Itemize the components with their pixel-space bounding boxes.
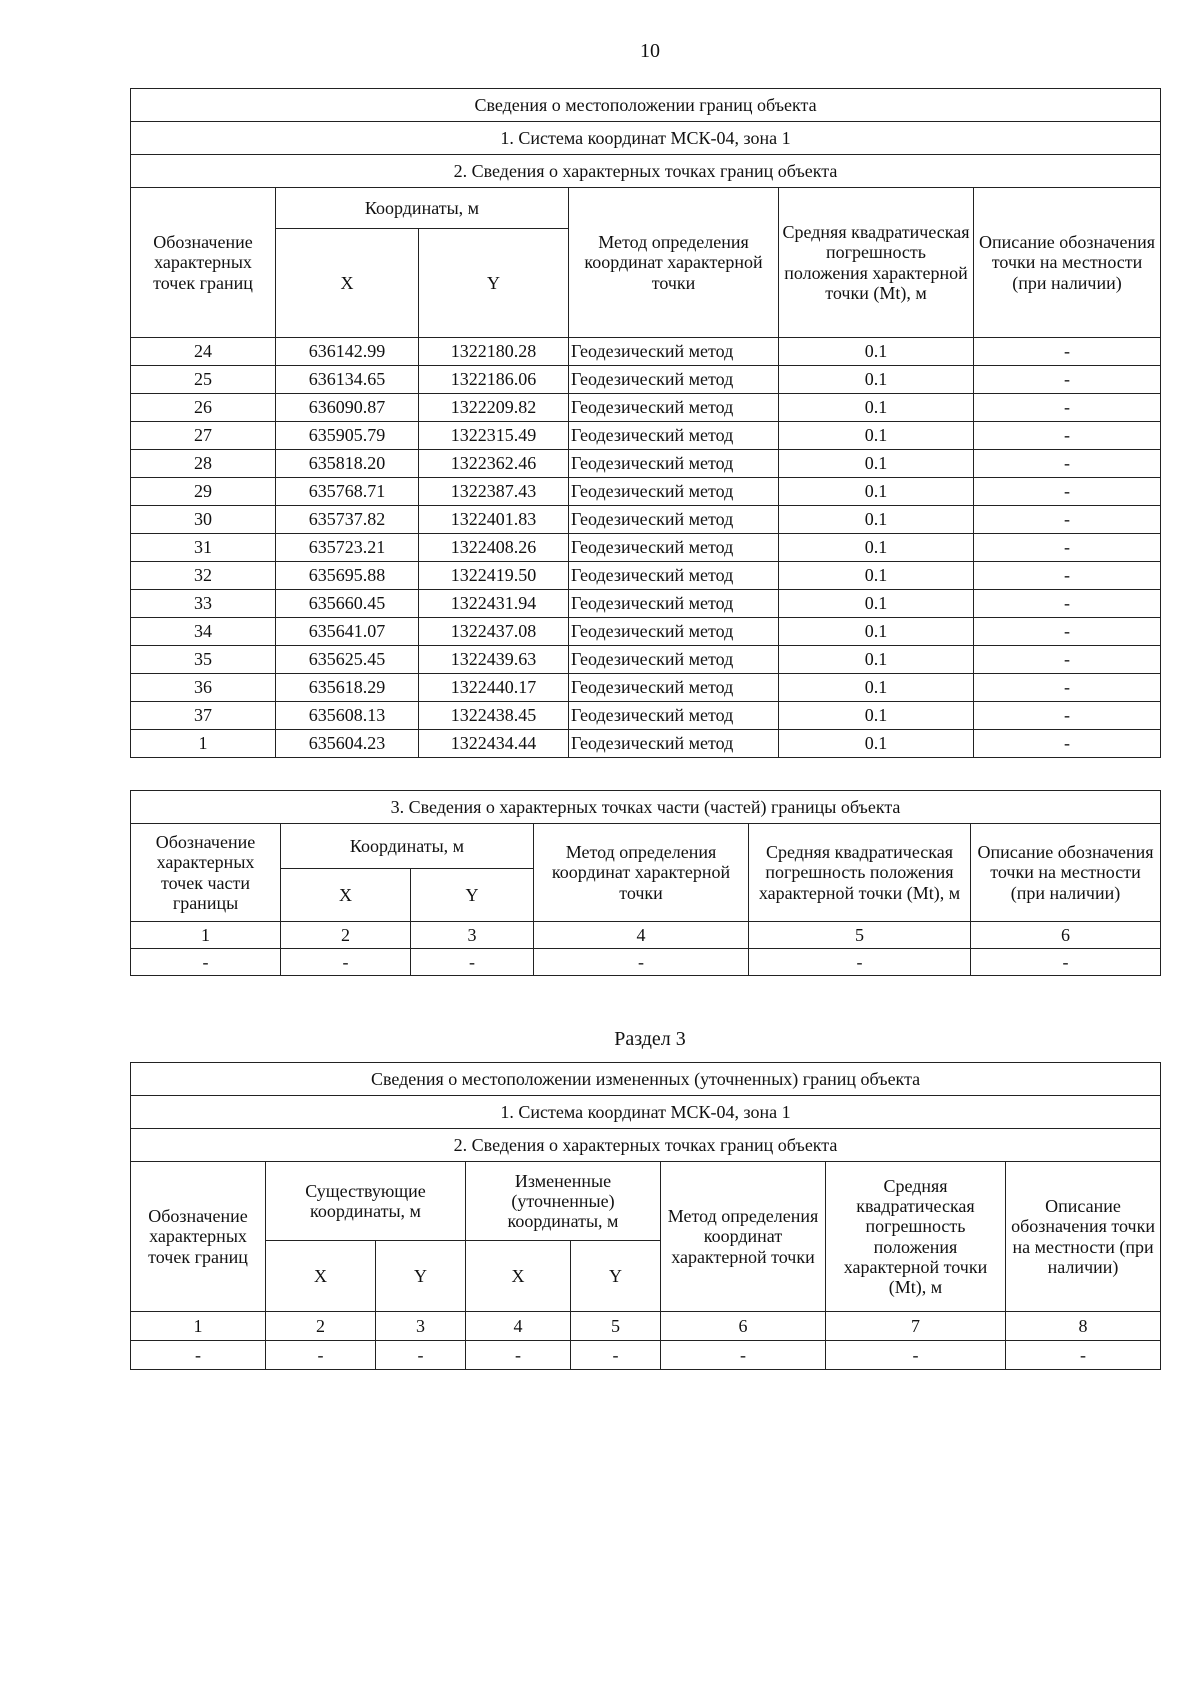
t3-number-row bbox=[131, 1312, 1161, 1341]
cell-mt: 0.1 bbox=[779, 338, 974, 366]
table-row bbox=[131, 366, 1161, 394]
cell-method: Геодезический метод bbox=[569, 534, 779, 562]
cell-description: - bbox=[974, 422, 1161, 450]
cell-method: Геодезический метод bbox=[569, 730, 779, 758]
t2-empty: - bbox=[411, 949, 534, 976]
table-row bbox=[131, 506, 1161, 534]
header-error: Средняя квадратическая погрешность положения характерной точки (Mt), м bbox=[779, 188, 974, 338]
cell-method: Геодезический метод bbox=[569, 702, 779, 730]
cell-mt: 0.1 bbox=[779, 562, 974, 590]
cell-mt: 0.1 bbox=[779, 534, 974, 562]
cell-description: - bbox=[974, 478, 1161, 506]
cell-method: Геодезический метод bbox=[569, 366, 779, 394]
cell-description: - bbox=[974, 534, 1161, 562]
t2-empty: - bbox=[534, 949, 749, 976]
cell-description: - bbox=[974, 618, 1161, 646]
cell-point: 35 bbox=[131, 646, 276, 674]
cell-y: 1322440.17 bbox=[419, 674, 569, 702]
t3-num: 2 bbox=[266, 1312, 376, 1341]
cell-y: 1322315.49 bbox=[419, 422, 569, 450]
cell-method: Геодезический метод bbox=[569, 674, 779, 702]
cell-description: - bbox=[974, 506, 1161, 534]
t3-empty: - bbox=[661, 1341, 826, 1370]
cell-x: 636134.65 bbox=[276, 366, 419, 394]
cell-y: 1322431.94 bbox=[419, 590, 569, 618]
table-row bbox=[131, 646, 1161, 674]
t3-header-y-existing: Y bbox=[376, 1241, 466, 1312]
cell-point: 36 bbox=[131, 674, 276, 702]
cell-method: Геодезический метод bbox=[569, 478, 779, 506]
cell-x: 635737.82 bbox=[276, 506, 419, 534]
t3-empty: - bbox=[1006, 1341, 1161, 1370]
t3-header-existing: Существующие координаты, м bbox=[266, 1162, 466, 1241]
cell-y: 1322434.44 bbox=[419, 730, 569, 758]
t2-num: 1 bbox=[131, 922, 281, 949]
t2-num: 5 bbox=[749, 922, 971, 949]
table-row bbox=[131, 478, 1161, 506]
t2-header-designation: Обозначение характерных точек части границы bbox=[131, 824, 281, 922]
table-row bbox=[131, 702, 1161, 730]
header-coordinates: Координаты, м bbox=[276, 188, 569, 229]
t3-header-description: Описание обозначения точки на местности (при наличии) bbox=[1006, 1162, 1161, 1312]
table3-coordinate-system: 1. Система координат МСК-04, зона 1 bbox=[131, 1096, 1161, 1129]
table-row bbox=[131, 674, 1161, 702]
t2-header-error: Средняя квадратическая погрешность положения характерной точки (Mt), м bbox=[749, 824, 971, 922]
page-number: 10 bbox=[640, 40, 660, 62]
cell-method: Геодезический метод bbox=[569, 618, 779, 646]
t3-empty: - bbox=[376, 1341, 466, 1370]
cell-method: Геодезический метод bbox=[569, 562, 779, 590]
cell-method: Геодезический метод bbox=[569, 506, 779, 534]
t3-empty-row bbox=[131, 1341, 1161, 1370]
table-row bbox=[131, 450, 1161, 478]
table1-coordinate-system: 1. Система координат МСК-04, зона 1 bbox=[131, 122, 1161, 155]
cell-point: 27 bbox=[131, 422, 276, 450]
t3-header-x-existing: X bbox=[266, 1241, 376, 1312]
cell-x: 635625.45 bbox=[276, 646, 419, 674]
cell-mt: 0.1 bbox=[779, 730, 974, 758]
t2-number-row bbox=[131, 922, 1161, 949]
t3-empty: - bbox=[266, 1341, 376, 1370]
section-title: Раздел 3 bbox=[614, 1028, 686, 1050]
t3-empty: - bbox=[131, 1341, 266, 1370]
cell-y: 1322186.06 bbox=[419, 366, 569, 394]
cell-method: Геодезический метод bbox=[569, 422, 779, 450]
t2-num: 2 bbox=[281, 922, 411, 949]
cell-mt: 0.1 bbox=[779, 590, 974, 618]
cell-description: - bbox=[974, 702, 1161, 730]
header-designation: Обозначение характерных точек границ bbox=[131, 188, 276, 338]
cell-point: 30 bbox=[131, 506, 276, 534]
t2-header-x: X bbox=[281, 869, 411, 922]
changed-boundary-points-table bbox=[130, 1062, 1161, 1370]
cell-y: 1322180.28 bbox=[419, 338, 569, 366]
cell-point: 24 bbox=[131, 338, 276, 366]
cell-x: 635641.07 bbox=[276, 618, 419, 646]
t3-header-method: Метод определения координат характерной точки bbox=[661, 1162, 826, 1312]
cell-x: 636090.87 bbox=[276, 394, 419, 422]
t2-num: 4 bbox=[534, 922, 749, 949]
t3-num: 3 bbox=[376, 1312, 466, 1341]
t3-num: 5 bbox=[571, 1312, 661, 1341]
t3-num: 1 bbox=[131, 1312, 266, 1341]
cell-y: 1322408.26 bbox=[419, 534, 569, 562]
table-row bbox=[131, 534, 1161, 562]
cell-point: 34 bbox=[131, 618, 276, 646]
table3-title: Сведения о местоположении измененных (уточненных) границ объекта bbox=[131, 1063, 1161, 1096]
table-row bbox=[131, 730, 1161, 758]
cell-y: 1322419.50 bbox=[419, 562, 569, 590]
t2-header-coordinates: Координаты, м bbox=[281, 824, 534, 869]
cell-y: 1322362.46 bbox=[419, 450, 569, 478]
t2-header-method: Метод определения координат характерной точки bbox=[534, 824, 749, 922]
cell-x: 635723.21 bbox=[276, 534, 419, 562]
t2-num: 6 bbox=[971, 922, 1161, 949]
header-method: Метод определения координат характерной точки bbox=[569, 188, 779, 338]
cell-point: 37 bbox=[131, 702, 276, 730]
cell-point: 32 bbox=[131, 562, 276, 590]
t3-header-error: Средняя квадратическая погрешность положения характерной точки (Mt), м bbox=[826, 1162, 1006, 1312]
cell-description: - bbox=[974, 646, 1161, 674]
cell-mt: 0.1 bbox=[779, 422, 974, 450]
t2-empty: - bbox=[971, 949, 1161, 976]
table3-subtitle: 2. Сведения о характерных точках границ объекта bbox=[131, 1129, 1161, 1162]
cell-y: 1322387.43 bbox=[419, 478, 569, 506]
cell-description: - bbox=[974, 674, 1161, 702]
cell-y: 1322401.83 bbox=[419, 506, 569, 534]
table-row bbox=[131, 394, 1161, 422]
cell-x: 635818.20 bbox=[276, 450, 419, 478]
cell-method: Геодезический метод bbox=[569, 450, 779, 478]
cell-mt: 0.1 bbox=[779, 478, 974, 506]
cell-method: Геодезический метод bbox=[569, 338, 779, 366]
boundary-points-table bbox=[130, 88, 1161, 758]
cell-x: 636142.99 bbox=[276, 338, 419, 366]
t3-header-designation: Обозначение характерных точек границ bbox=[131, 1162, 266, 1312]
cell-point: 31 bbox=[131, 534, 276, 562]
t3-header-y-changed: Y bbox=[571, 1241, 661, 1312]
cell-point: 26 bbox=[131, 394, 276, 422]
cell-mt: 0.1 bbox=[779, 394, 974, 422]
cell-x: 635695.88 bbox=[276, 562, 419, 590]
cell-mt: 0.1 bbox=[779, 450, 974, 478]
header-description: Описание обозначения точки на местности (при наличии) bbox=[974, 188, 1161, 338]
cell-mt: 0.1 bbox=[779, 366, 974, 394]
table-row bbox=[131, 338, 1161, 366]
cell-method: Геодезический метод bbox=[569, 394, 779, 422]
cell-point: 33 bbox=[131, 590, 276, 618]
t2-empty: - bbox=[281, 949, 411, 976]
table-row bbox=[131, 422, 1161, 450]
t3-num: 6 bbox=[661, 1312, 826, 1341]
cell-mt: 0.1 bbox=[779, 702, 974, 730]
cell-x: 635604.23 bbox=[276, 730, 419, 758]
t3-header-changed: Измененные (уточненные) координаты, м bbox=[466, 1162, 661, 1241]
cell-y: 1322209.82 bbox=[419, 394, 569, 422]
cell-method: Геодезический метод bbox=[569, 590, 779, 618]
cell-x: 635618.29 bbox=[276, 674, 419, 702]
cell-point: 25 bbox=[131, 366, 276, 394]
cell-description: - bbox=[974, 590, 1161, 618]
cell-x: 635608.13 bbox=[276, 702, 419, 730]
header-y: Y bbox=[419, 229, 569, 338]
cell-y: 1322438.45 bbox=[419, 702, 569, 730]
part-boundary-points-table bbox=[130, 790, 1161, 976]
t3-header-x-changed: X bbox=[466, 1241, 571, 1312]
cell-method: Геодезический метод bbox=[569, 646, 779, 674]
table1-subtitle: 2. Сведения о характерных точках границ объекта bbox=[131, 155, 1161, 188]
t2-num: 3 bbox=[411, 922, 534, 949]
table-row bbox=[131, 590, 1161, 618]
cell-mt: 0.1 bbox=[779, 646, 974, 674]
cell-point: 29 bbox=[131, 478, 276, 506]
cell-description: - bbox=[974, 562, 1161, 590]
header-x: X bbox=[276, 229, 419, 338]
cell-point: 28 bbox=[131, 450, 276, 478]
t3-empty: - bbox=[466, 1341, 571, 1370]
table1-body bbox=[131, 338, 1161, 758]
t2-header-description: Описание обозначения точки на местности (при наличии) bbox=[971, 824, 1161, 922]
cell-description: - bbox=[974, 338, 1161, 366]
cell-mt: 0.1 bbox=[779, 618, 974, 646]
t3-num: 8 bbox=[1006, 1312, 1161, 1341]
cell-y: 1322439.63 bbox=[419, 646, 569, 674]
t2-header-y: Y bbox=[411, 869, 534, 922]
cell-y: 1322437.08 bbox=[419, 618, 569, 646]
cell-description: - bbox=[974, 394, 1161, 422]
cell-description: - bbox=[974, 366, 1161, 394]
t3-empty: - bbox=[826, 1341, 1006, 1370]
cell-x: 635768.71 bbox=[276, 478, 419, 506]
cell-mt: 0.1 bbox=[779, 674, 974, 702]
table-row bbox=[131, 562, 1161, 590]
cell-description: - bbox=[974, 730, 1161, 758]
table1-title: Сведения о местоположении границ объекта bbox=[131, 89, 1161, 122]
t2-empty-row bbox=[131, 949, 1161, 976]
table-row bbox=[131, 618, 1161, 646]
t3-empty: - bbox=[571, 1341, 661, 1370]
table2-title: 3. Сведения о характерных точках части (частей) границы объекта bbox=[131, 791, 1161, 824]
t3-num: 4 bbox=[466, 1312, 571, 1341]
t2-empty: - bbox=[131, 949, 281, 976]
cell-point: 1 bbox=[131, 730, 276, 758]
cell-x: 635660.45 bbox=[276, 590, 419, 618]
cell-mt: 0.1 bbox=[779, 506, 974, 534]
t2-empty: - bbox=[749, 949, 971, 976]
t3-num: 7 bbox=[826, 1312, 1006, 1341]
cell-description: - bbox=[974, 450, 1161, 478]
cell-x: 635905.79 bbox=[276, 422, 419, 450]
